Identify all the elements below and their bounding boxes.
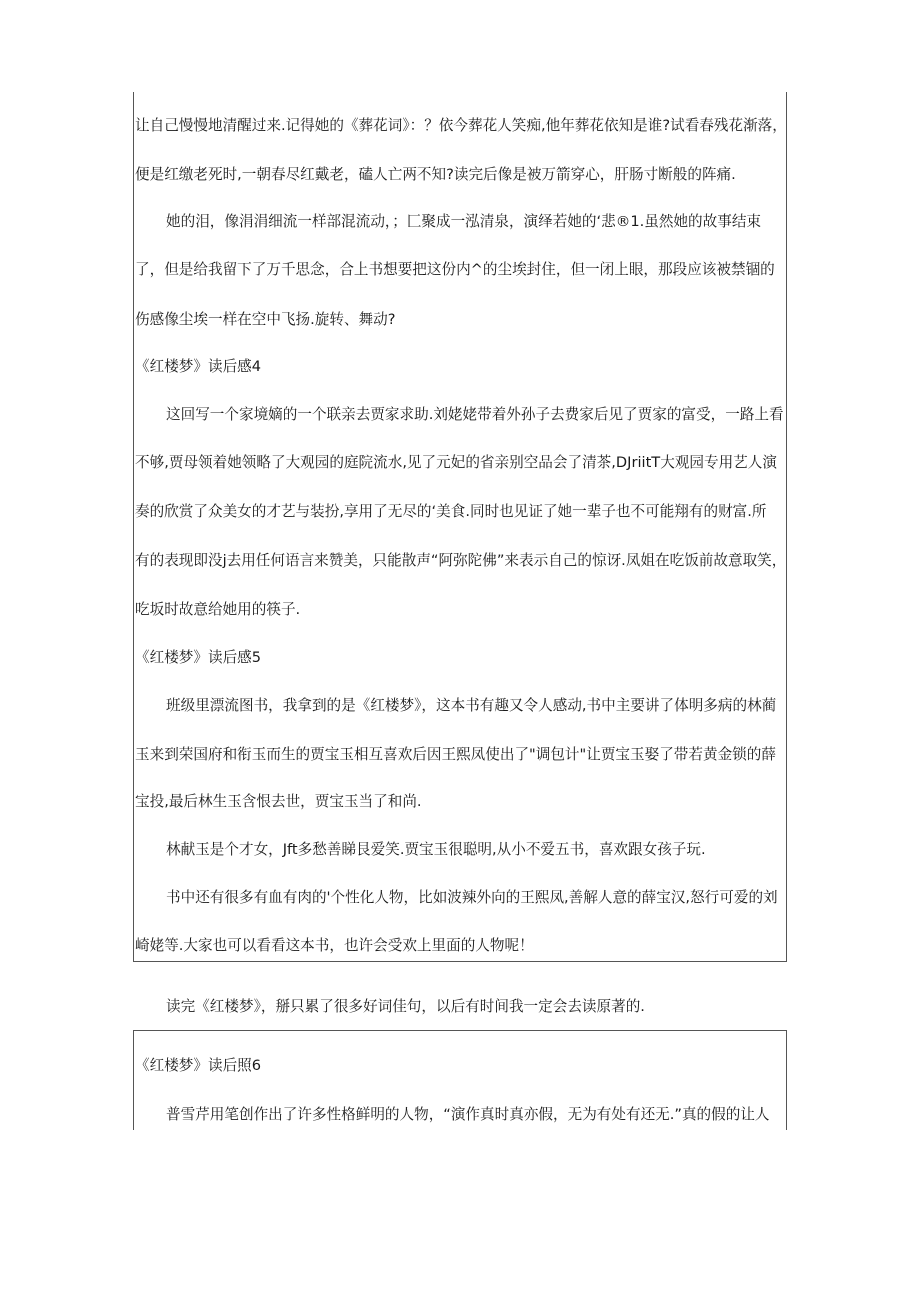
paragraph-line: 玉来到荣国府和衔玉而生的贾宝玉相互喜欢后因王熙凤使出了"调包计"让贾宝玉娶了带若黄金锁的薛 [135,746,776,763]
section-heading: 《红楼梦》读后照6 [135,1057,262,1074]
paragraph-line: 普雪芹用笔创作出了许多性格鲜明的人物，“演作真时真亦假，无为有处有还无.”真的假的让人 [166,1106,770,1123]
paragraph-line: 有的表现即没j去用任何语言来赞美，只能散声“阿弥陀佛”来表示自己的惊讶.凤姐在吃饭前故意取笑， [135,552,787,569]
standalone-paragraph: 读完《红楼梦》，掰只累了很多好词佳句，以后有时间我一定会去读原著的. [166,998,645,1015]
paragraph-line: 不够,贾母领着她领略了大观园的庭院流水,见了元妃的省亲别空品会了清茶,DJriitT大观园专用艺人演 [135,454,777,471]
paragraph-line: 伤感像尘埃一样在空中飞扬.旋转、舞动? [135,311,396,328]
section-heading: 《红楼梦》读后感4 [135,358,262,375]
paragraph-line: 崎姥等.大家也可以看看这本书，也许会受欢上里面的人物呢！ [135,937,534,954]
paragraph-line: 了，但是给我留下了万千思念，合上书想要把这份内^的尘埃封住，但一闭上眼，那段应该被禁锢的 [135,261,775,278]
paragraph-line: 便是红缴老死时,一朝春尽红戴老，磕人亡两不知?读完后像是被万箭穿心，肝肠寸断般的阵痛. [135,166,736,183]
paragraph-line: 奏的欣赏了众美女的才艺与装扮,享用了无尽的‘美食.同时也见证了她一辈子也不可能翔有的财富.所 [135,503,767,520]
paragraph-line: 这回写一个家境嫡的一个联亲去贾家求助.刘姥姥带着外孙子去费家后见了贾家的富受，一路上看 [166,406,784,423]
paragraph-line: 吃坂时故意给她用的筷子. [135,601,301,618]
paragraph-line: 宝投,最后林生玉含恨去世，贾宝玉当了和尚. [135,793,422,810]
paragraph-line: 书中还有很多有血有肉的'个性化人物，比如波辣外向的王熙凤,善解人意的薛宝汉,怒行可爱的刘 [166,889,778,906]
paragraph-line: 她的泪，像涓涓细流一样部混流动，；匚聚成一泓清泉，演绎若她的‘悲®1.虽然她的故事结束 [166,213,762,230]
paragraph-line: 让自己慢慢地清醒过来.记得她的《葬花词》：？依今葬花人笑痴,他年葬花依知是谁?试看春残花渐落， [135,117,787,134]
paragraph-line: 林献玉是个才女，Jft多愁善睇艮爱笑.贾宝玉很聪明,从小不爱五书，喜欢跟女孩子玩. [166,841,706,858]
paragraph-line: 班级里漂流图书，我拿到的是《红楼梦》，这本书有趣又令人感动,书中主要讲了体明多病的林蔺 [166,697,777,714]
section-heading: 《红楼梦》读后感5 [135,649,262,666]
